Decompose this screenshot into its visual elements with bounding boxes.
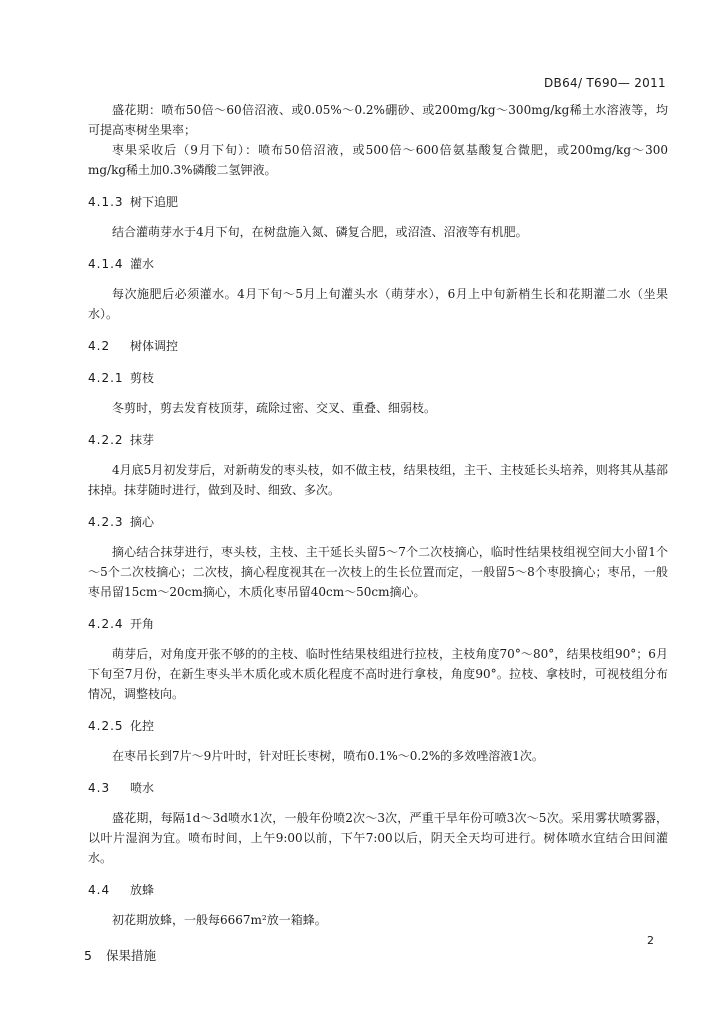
section-text: 摘心结合抹芽进行，枣头枝，主枝、主干延长头留5～7个二次枝摘心，临时性结果枝组视空间大小留1个～5个二次枝摘心；二次枝，摘心程度视其在一次枝上的生长位置而定，一般留5～8个枣股摘心；枣吊，一般枣吊留15cm～20cm摘心，木质化枣吊留40cm～50cm摘心。 — [88, 545, 668, 599]
standard-code: DB64/ T690— 2011 — [544, 76, 666, 90]
section-heading: 4.1.4 灌水 — [88, 257, 155, 271]
section-heading: 4.2.5 化控 — [88, 719, 155, 733]
section-heading: 4.2.1 剪枝 — [88, 371, 155, 385]
section-text: 萌芽后，对角度开张不够的的主枝、临时性结果枝组进行拉枝，主枝角度70°～80°，结果枝组90°；6月下旬至7月份，在新生枣头半木质化或木质化程度不高时进行拿枝，角度90°。拉枝、拿枝时，可视枝组分布情况，调整枝向。 — [88, 647, 668, 701]
section-text: 结合灌萌芽水于4月下旬，在树盘施入氮、磷复合肥，或沼渣、沼液等有机肥。 — [112, 225, 528, 239]
section-heading: 4.3 喷水 — [88, 781, 155, 795]
paragraph-bloom-spray: 盛花期：喷布50倍～60倍沼液、或0.05%～0.2%硼砂、或200mg/kg～300mg/kg稀土水溶液等，均可提高枣树坐果率； — [88, 103, 668, 137]
section-text: 每次施肥后必须灌水。4月下旬～5月上旬灌头水（萌芽水），6月上中旬新梢生长和花期灌二水（坐果水）。 — [88, 287, 668, 321]
paragraph-post-harvest: 枣果采收后（9月下旬）：喷布50倍沼液，或500倍～600倍氨基酸复合微肥，或200mg/kg～300 mg/kg稀土加0.3%磷酸二氢钾液。 — [88, 143, 668, 177]
section-text: 4月底5月初发芽后，对新萌发的枣头枝，如不做主枝，结果枝组，主干、主枝延长头培养，则将其从基部抹掉。抹芽随时进行，做到及时、细致、多次。 — [88, 463, 668, 497]
chapter-heading: 5 保果措施 — [84, 948, 157, 963]
section-heading: 4.2.2 抹芽 — [88, 433, 155, 447]
section-heading: 4.1.3 树下追肥 — [88, 195, 179, 209]
section-text: 冬剪时，剪去发育枝顶芽，疏除过密、交叉、重叠、细弱枝。 — [112, 401, 437, 415]
section-heading: 4.2.3 摘心 — [88, 515, 155, 529]
page-number: 2 — [647, 934, 654, 947]
section-text: 初花期放蜂，一般每6667m²放一箱蜂。 — [112, 913, 327, 927]
section-text: 盛花期，每隔1d～3d喷水1次，一般年份喷2次～3次，严重干旱年份可喷3次～5次。采用雾状喷雾器，以叶片湿润为宜。喷布时间，上午9:00以前，下午7:00以后，阴天全天均可进行。树体喷水宜结合田间灌水。 — [88, 811, 668, 865]
section-heading: 4.2 树体调控 — [88, 339, 179, 353]
section-heading: 4.2.4 开角 — [88, 617, 155, 631]
section-text: 在枣吊长到7片～9片叶时，针对旺长枣树，喷布0.1%～0.2%的多效唑溶液1次。 — [112, 749, 544, 763]
document-body — [84, 100, 668, 976]
section-heading: 4.4 放蜂 — [88, 883, 155, 897]
